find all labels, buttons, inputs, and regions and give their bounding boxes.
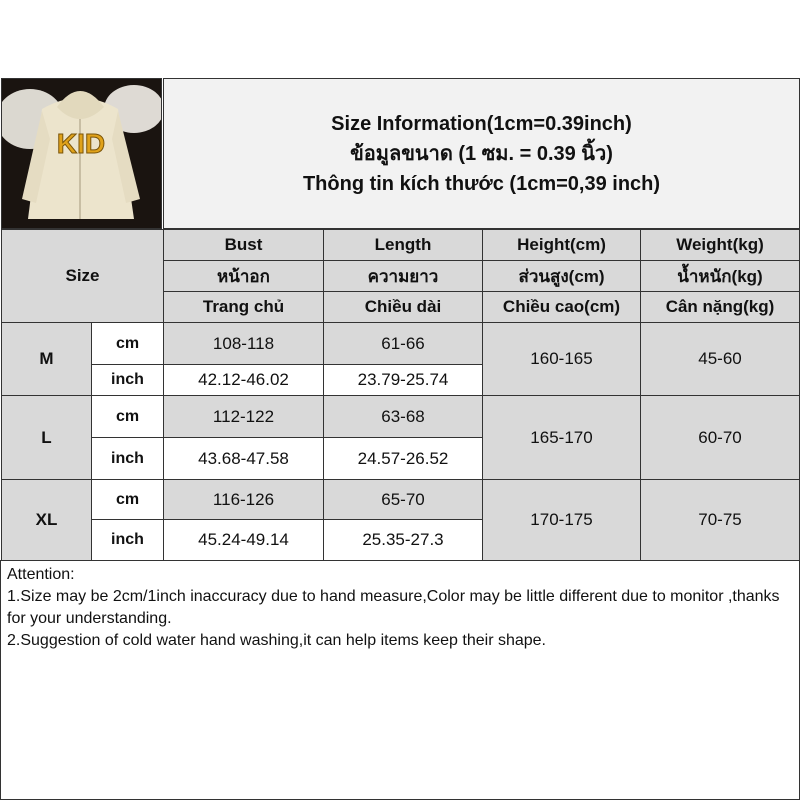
header-length-vi: Chiều dài bbox=[323, 291, 483, 323]
unit-cm: cm bbox=[91, 395, 164, 438]
title-thai: ข้อมูลขนาด (1 ซม. = 0.39 นิ้ว) bbox=[350, 142, 613, 165]
header-height-th: ส่วนสูง(cm) bbox=[482, 260, 641, 292]
header-height-en: Height(cm) bbox=[482, 229, 641, 261]
header-bust-vi: Trang chủ bbox=[163, 291, 324, 323]
size-m: M bbox=[1, 322, 92, 396]
l-length-inch: 24.57-26.52 bbox=[323, 437, 483, 480]
header-weight-th: น้ำหนัก(kg) bbox=[640, 260, 800, 292]
attention-notes bbox=[0, 560, 800, 800]
xl-length-inch: 25.35-27.3 bbox=[323, 519, 483, 561]
product-photo bbox=[1, 78, 162, 229]
header-bust-en: Bust bbox=[163, 229, 324, 261]
l-height: 165-170 bbox=[482, 395, 641, 480]
header-bust-th: หน้าอก bbox=[163, 260, 324, 292]
size-xl: XL bbox=[1, 479, 92, 561]
l-bust-inch: 43.68-47.58 bbox=[163, 437, 324, 480]
title-english: Size Information(1cm=0.39inch) bbox=[331, 112, 632, 135]
l-bust-cm: 112-122 bbox=[163, 395, 324, 438]
m-weight: 45-60 bbox=[640, 322, 800, 396]
title-block bbox=[163, 78, 800, 229]
unit-inch: inch bbox=[91, 437, 164, 480]
m-length-cm: 61-66 bbox=[323, 322, 483, 365]
hoodie-image bbox=[2, 79, 161, 228]
header-weight-en: Weight(kg) bbox=[640, 229, 800, 261]
unit-cm: cm bbox=[91, 322, 164, 365]
m-bust-inch: 42.12-46.02 bbox=[163, 364, 324, 396]
attention-note-2: 2.Suggestion of cold water hand washing,it can help items keep their shape. bbox=[7, 632, 546, 649]
header-length-en: Length bbox=[323, 229, 483, 261]
header-height-vi: Chiều cao(cm) bbox=[482, 291, 641, 323]
unit-inch: inch bbox=[91, 364, 164, 396]
hoodie-print-text: KID bbox=[56, 128, 106, 159]
xl-length-cm: 65-70 bbox=[323, 479, 483, 520]
l-weight: 60-70 bbox=[640, 395, 800, 480]
header-weight-vi: Cân nặng(kg) bbox=[640, 291, 800, 323]
m-length-inch: 23.79-25.74 bbox=[323, 364, 483, 396]
attention-heading: Attention: bbox=[7, 566, 75, 583]
header-length-th: ความยาว bbox=[323, 260, 483, 292]
unit-inch: inch bbox=[91, 519, 164, 561]
unit-cm: cm bbox=[91, 479, 164, 520]
size-header: Size bbox=[1, 229, 164, 323]
attention-note-1: 1.Size may be 2cm/1inch inaccuracy due to hand measure,Color may be little different due to monitor ,thanks for your understanding. bbox=[7, 588, 780, 627]
l-length-cm: 63-68 bbox=[323, 395, 483, 438]
m-height: 160-165 bbox=[482, 322, 641, 396]
xl-bust-inch: 45.24-49.14 bbox=[163, 519, 324, 561]
title-vietnamese: Thông tin kích thước (1cm=0,39 inch) bbox=[302, 172, 661, 195]
m-bust-cm: 108-118 bbox=[163, 322, 324, 365]
xl-weight: 70-75 bbox=[640, 479, 800, 561]
size-l: L bbox=[1, 395, 92, 480]
xl-height: 170-175 bbox=[482, 479, 641, 561]
xl-bust-cm: 116-126 bbox=[163, 479, 324, 520]
